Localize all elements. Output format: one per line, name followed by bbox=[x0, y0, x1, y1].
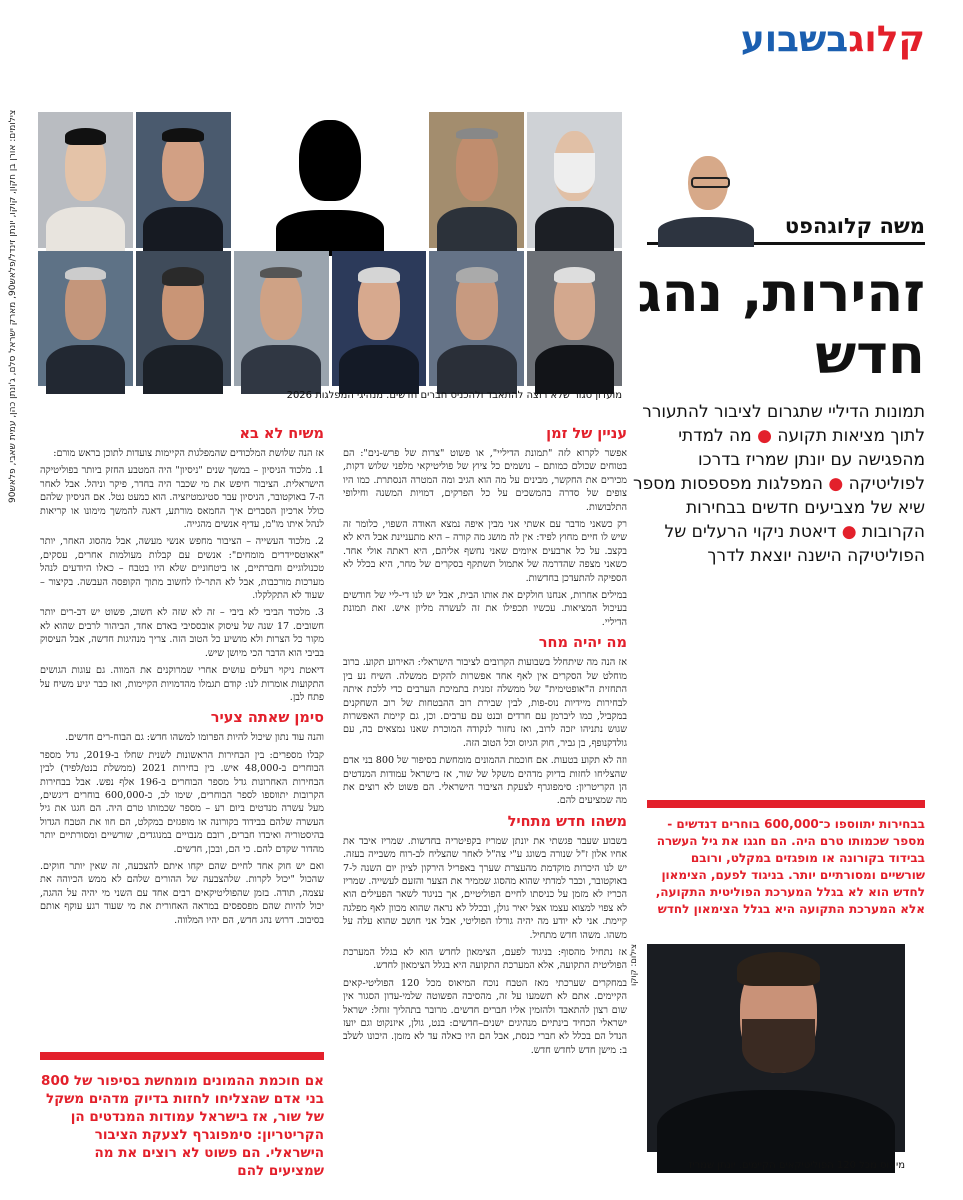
article-column-middle bbox=[343, 420, 627, 1180]
subhead-part4: דיאטת ניקוי הרעלים של הפוליטיקה הישנה יוצאת לדרך bbox=[664, 522, 925, 566]
paragraph: והנה עוד נתון שיכול להיות הפרומו למשהו חדש: גם הבוח-רים חדשים. bbox=[65, 732, 324, 744]
section-heading: עניין של זמן bbox=[546, 426, 627, 442]
subhead-part2: מה למדתי מהפגישה עם יונתן שמריז בדרכו לפוליטיקה bbox=[678, 426, 925, 494]
paragraph: בשבוע שעבר פגשתי את יונתן שמריז בקפיטריה בחדשות. שמריז איבד את אחיו אלון ז"ל שנורה בשוגג ע"י צה"ל לאחר שהצליח לב-רוח משבייה בעזה. יש לנו היכרות מוקדמת מהעצרת שערך באפריל הירקון לציון יום השנה ל-7 באוקטובר, וכבר למדתי שהוא מהסוג שממיר את הצער והזעם לעשייה. שמריז הכריז לא מזמן על כניסתו לחיים הפוליטיים, אך בניגוד לשאר הפעילים הוא לא צפוי למצוא עצמו אצל יאיר גולן, ובכלל לא נראה שהוא מכוון לאף מפלגה קיימת. אני לא יודע מה יהיה גורלו הפוליטי, אבל אני חושב שהוא עלה על משהו. משהו חדש מתחיל. bbox=[343, 835, 627, 941]
paragraph: קבלו מספרים: בין הבחירות הראשונות לשנית שחלו ב-2019, גדל מספר הבוחרים ב-48,000 איש. בין בחירות 2021 (ממשלת בנט/לפיד) לבין הבחירות האחרונות גדל מספר הבוחרים ב-196 אלף נפש. אבל בבחירות הקרובות יתווספו לספר הבוחרים, שימו לב, כ-600,000 בוחרים דיגשים, מעל עשרה מנדטים ביום רע – מספר שכמותו טרם היה. הם חגגו את גיל העשרה שלהם בבידוד בקורונה או מופגזים במקלט, הם חוו את הטבח הגדול בהיסטוריה ואיבדו חברים, רובם מנבויים במנוגדים, שורשיים ומסורתיים יותר מהדור שקדם להם. כי הם, ובכן, חדשים. bbox=[40, 749, 324, 855]
subhead-part1: תמונות הדיליי שתגרום לציבור להתעורר לתוך מציאות תקועה bbox=[642, 402, 925, 446]
bullet-dot-icon: ● bbox=[828, 474, 844, 494]
politician-photo bbox=[527, 251, 622, 387]
paragraph: במחקרים שערכתי מאז הטבח נוכח המיאוס מכל 120 הפוליטי-קאים הקיימים. אתם לא תשמעו על זה, מהסיבה הפשוטה שלמי-עדון הסגור אין שום רצון להתאבד ולהזמין אליו חברים חדשים. מרובר בתהליך זוחל: ישראל ישראלי הכחיד בינתיים מנהיגים ישנים–חדשים: בנט, גולן, איזנקוט וגם יועז הנדל הם בכלל לא חברי כנסת, אבל הם היו כאלה עד לא מזמן. היכונו לשלב ב: מישן חדש לחדש חדש. bbox=[343, 977, 627, 1056]
politician-photo bbox=[429, 251, 524, 387]
author-name: משה קלוגהפט bbox=[784, 214, 925, 238]
shmuli-photo bbox=[647, 944, 905, 1152]
paragraph: במילים אחרות, אנחנו חולקים את אותו הבית, אבל יש לנו די-ליי של חודשים בעיכול המציאות. עכשיו תכפילו את זה לעשרה מליון איש. זאת תמונת הדיליי. bbox=[343, 590, 627, 628]
article-headline: זהירות, נהג חדש bbox=[637, 261, 925, 386]
section-heading: משהו חדש מתחיל bbox=[507, 813, 627, 830]
unknown-leader-silhouette bbox=[234, 112, 427, 248]
magazine-logo bbox=[735, 18, 925, 62]
paragraph: אז הנה שלושת המלכודים שהמפלגות הקיימות צועדות לתוכן בראש מורם: bbox=[53, 448, 324, 459]
author-photo bbox=[651, 152, 761, 240]
section-heading: סימן שאתה צעיר bbox=[210, 710, 324, 727]
paragraph: דיאטת ניקוי רעלים עושים אחרי שמרוקנים את המווה. גם עוגות הגושים התקועות אומרות לנו: קודם תגמלו מהדמויות הקיימות, ואז כבר יגיע משיח על פתח לבן. bbox=[40, 665, 324, 703]
section-heading: מה יהיה מחר bbox=[538, 635, 627, 652]
bullet-dot-icon: ● bbox=[841, 522, 857, 542]
photo-credit-top: צילומים: אורן בן חקון, קוקו, יונתן זינדל/פלאש90, מארק ישראל סלם, ג'ונתן כהן, עמית שאבי, פלאש90 bbox=[8, 110, 18, 504]
politician-photo bbox=[429, 112, 524, 248]
subhead-part3: המפלגות מפספסות מספר שיא של מצביעים חדשים בבחירות הקרובות bbox=[632, 474, 925, 542]
politician-photo bbox=[136, 251, 231, 387]
paragraph: 1. מלכוד הניסיון – במשך שנים "ניסיון" היה המטבע החזק ביותר בפוליטיקה הישראלית. הציבור חיפש את מי שכבר היה בחדר, פיקר וניהל. אבל לאחר ה-7 באוקטובר, הניסיון עבר סטיגמטיזציה. הוא כמעט נטל. אם הניסיון שלהם כולל ארכיון הסברים איך החמאס מורתע, דאגה להמשך מימונו או קריאות לנהל איתו מו"מ, עדיף אנשים מהגייה. bbox=[40, 465, 324, 531]
paragraph: אז נתחיל מהסוף: בניגוד לפעם, הצימאון לחדש הוא לא בגלל המערכת הפוליטית התקועה, אלא המערכת התקועה היא בגלל הצימאון לחדש. bbox=[343, 947, 627, 972]
politician-photo bbox=[234, 251, 329, 387]
photo-credit-shmuli: צילום: קוקו bbox=[629, 944, 639, 986]
paragraph: אפשר לקרוא לזה "תמונת הדיליי", או פשוט "צרות של פרש-נים": הם בטוחים שכולם כמותם – נושמים כל ציוץ של פוליטיקאי מלפני שלוש דקות, מכירים את החקשר, מבינים על מה הוא הגיב ומה המטרה הנסתרת. כמו היו צופים של סדרה בהמשכים על כל הפרקים, דמויות המשנה וחילופי התלבושות. bbox=[343, 448, 627, 513]
photo-grid-caption: מועדון סגור שלא רוצה להתאבד ולהכניס חברים חדשים. מנהיגי המפלגות 2026 bbox=[286, 390, 622, 401]
author-byline bbox=[647, 212, 925, 245]
article-column-left bbox=[40, 420, 324, 1042]
pull-quote-left: אם חוכמת ההמונים מומחשת בסיפור של 800 בני אדם שהצליחו לחזות בדיוק מדהים משקל של שור, אז בישראל עמודות המנדטים הן הקריטריון: סימפוגרף לצעקת הציבור הישראלי. הם פשוט לא רוצים את מה שמציעים להם bbox=[40, 1052, 324, 1180]
shmuli-photo-caption: מיאוס מכל 120 הפוליטיקאים הקיימים. יונתן שמריז bbox=[688, 1160, 905, 1171]
politician-photo bbox=[38, 251, 133, 387]
article-subhead bbox=[625, 400, 925, 568]
paragraph: רק כשאני מדבר עם אשתי אני מבין איפה נמצא האודה השפוי, כלומר זה שיש לו חיים מחוץ לפיד: אין לה מושג מה קורה – היא מתעניינת אבל היא לא בקצב. על כל ארבעים איומים שאני נחשף אליהם, היא ראתה אולי אחד. כשאני מצפה שהדרמה של אתמול תשתקף בסקרים של מחר, היא בכלל לא הספיקה להתעדכן בחדשות. bbox=[343, 519, 627, 584]
paragraph: ואם יש חוק אחד לחיים שהם יקחו איתם להצבעה, זה שאין יותר חוקים. שהכול "יכול לקרות. שלהצבעה של ההורים שלהם לא ממש הכיוהה את עצמה, תודה. בזמן שהפוליטיקאים רבים אחד עם השני מי יהיה על ההגה, יכול להיות שהם מפספסים במראה האחורית את מי שעוד רגע עוקף אותם בסיבוב. דרוש נהג חדש, הם יהיו המלווה. bbox=[40, 860, 324, 926]
politician-photo bbox=[136, 112, 231, 248]
logo-part1: קלוג bbox=[848, 19, 925, 60]
politicians-photo-grid bbox=[38, 112, 622, 386]
logo-part2: בשבוע bbox=[740, 19, 849, 60]
section-heading: משיח לא בא bbox=[239, 426, 324, 442]
paragraph: אז הנה מה שיתחלל בשבועות הקרובים לציבור הישראלי: האירוע תקוע. ברוב מוחלט של הסקרים אין לאף אחד אפשרות להקים ממשלה. השיח נע בין התחזית ה"אופטימית" של ממשלה זמנית בתמיכת הערבים כדי ללכת איתה לבחירות מיידיות נוס-פות, לבין שבירת רוב ההבטחות של רוב השחקנים במקביל, כמו ליברמן עם חרדים ובנט עם ערבים. וכן, גם קיימת האפשרות שגוש נתניהו יזכה לרוב, ואז נחזור לנקודה המוכרת שאנו נמצאים בה, עם גולדקנופף, בן גביר, חוק הגיוס וכל הטוב הזה. bbox=[343, 657, 627, 749]
politician-photo bbox=[38, 112, 133, 248]
paragraph: וזה לא תקוע בטעות. אם חוכמת ההמונים מומחשת בסיפור של 800 בני אדם שהצליחו לחזות בדיוק מדהים משקל של שור, אז בישראל עמודות המנדטים הן הקריטריון: סימפוגרף לצעקת הציבור הישראלי. הם פשוט לא רוצים את מה שמציעים להם. bbox=[343, 755, 627, 807]
glasses-icon bbox=[691, 177, 730, 188]
bullet-dot-icon: ● bbox=[757, 426, 772, 446]
politician-photo bbox=[332, 251, 427, 387]
paragraph: 2. מלכוד העשייה – הציבור מחפש אנשי מעשה, אבל מהסוג האחר, יותר "אאוטסיידרים מומחים": אנשים עם קבלות מעולמות אחרים, עסקים, טכנולוגיים וחברתיים, או ביטחוניים שלא היו בטבח – כאלו היודעים לנהל מערכות מורכבות, אבל לא התר-לו לחשוב מתוך הקופסה העבשה. בקיצור – שעוד לא התקלקלו. bbox=[40, 536, 324, 602]
pull-quote-right: בבחירות יתווספו כ־600,000 בוחרים דנדשים - מספר שכמותו טרם היה. הם חגגו את גיל העשרה בבידוד בקורונה או מופגזים במקלט, ורובם שורשיים ומסורתיים יותר. בניגוד לפעם, הצימאון לחדש הוא לא בגלל המערכת הפוליטית התקועה, אלא המערכת התקועה היא בגלל הצימאון לחדש bbox=[647, 800, 925, 918]
politician-photo bbox=[527, 112, 622, 248]
paragraph: 3. מלכוד הביבי לא ביבי – זה לא שזה לא חשוב, פשוט יש דב-רים יותר חשובים. 17 שנה של עיסוק אובססיבי באדם אחד, הביהור לרבים שהוא לא מקור כל הצרות ולא מושיע כל הטוב הזה. צריך מנהיגות חדשה, אבל העיסוק בביבי הוא הדבר הכי מיושן שיש. bbox=[40, 607, 324, 659]
